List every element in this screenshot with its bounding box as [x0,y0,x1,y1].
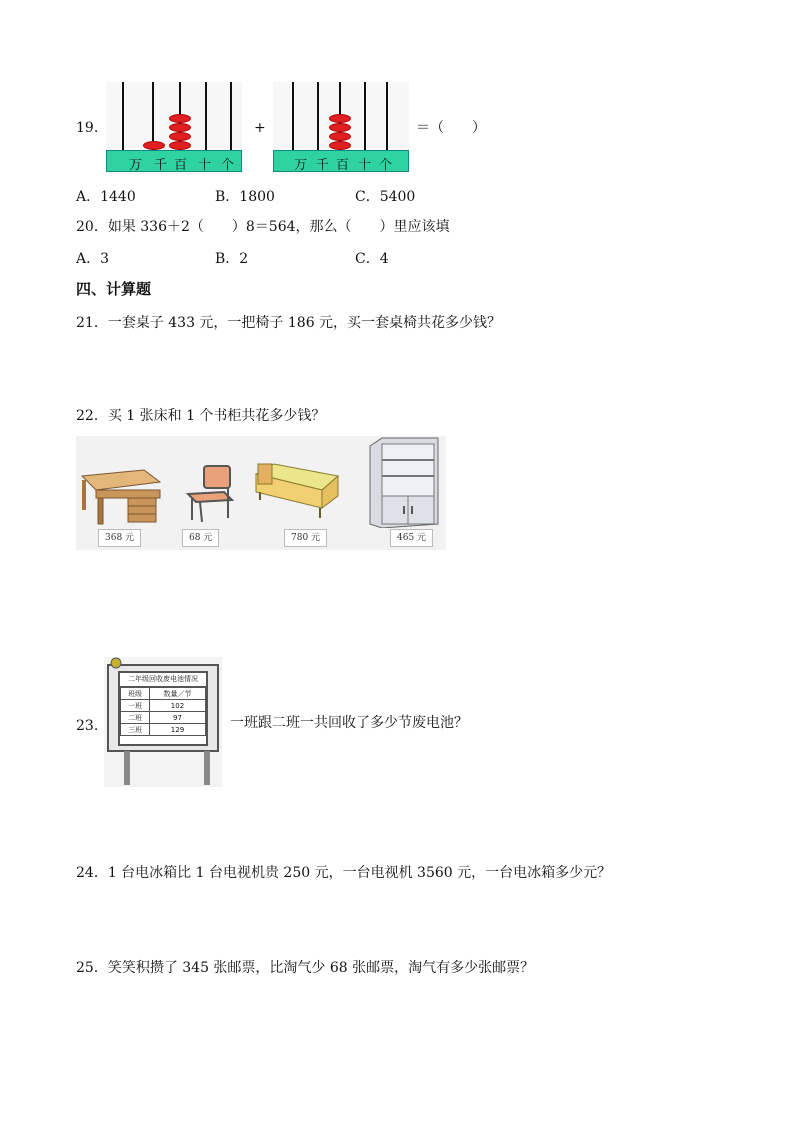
furniture-picture [76,436,446,550]
abacus-bead [143,141,165,150]
place-label: 千 [154,158,168,173]
place-label: 十 [198,158,212,173]
abacus-bead [329,141,351,150]
abacus-rod [152,82,154,150]
battery-table-title: 二年级回收废电池情况 [120,673,206,687]
q20-option-c: C．4 [355,251,389,267]
table-cell: 129 [149,724,205,736]
place-label: 十 [358,158,372,173]
table-cell: 二班 [121,712,150,724]
table-header: 班级 [121,688,150,700]
abacus-rod [292,82,294,150]
abacus-base [106,150,242,172]
question-21: 21．一套桌子 433 元，一把椅子 186 元，买一套桌椅共花多少钱？ [76,315,502,331]
bookcase-icon [368,436,444,528]
price-tag: 68 元 [182,529,219,547]
price-tag: 780 元 [284,529,327,547]
desk-icon [78,456,162,526]
table-cell: 三班 [121,724,150,736]
table-cell: 一班 [121,700,150,712]
abacus-bead [329,114,351,123]
abacus-bead [169,114,191,123]
place-label: 千 [316,158,330,173]
chair-icon [180,464,240,524]
abacus-base [273,150,409,172]
q20-option-a: A．3 [76,251,110,267]
table-row [121,724,206,736]
abacus-right [273,82,411,174]
question-number-23: 23. [76,718,99,734]
table-header: 数量／节 [149,688,205,700]
abacus-rod [364,82,366,150]
table-row [121,712,206,724]
q19-option-a: A．1440 [76,189,136,205]
abacus-bead [169,141,191,150]
abacus-rod [317,82,319,150]
plus-sign: + [254,120,266,136]
battery-table [118,671,208,746]
place-label: 百 [174,158,188,173]
abacus-rod [205,82,207,150]
question-22: 22．买 1 张床和 1 个书柜共花多少钱？ [76,408,326,424]
q19-option-c: C．5400 [355,189,416,205]
bed-icon [252,460,346,526]
abacus-rod [386,82,388,150]
place-label: 个 [379,158,393,173]
abacus-rod [122,82,124,150]
place-label: 万 [129,158,143,173]
question-25: 25．笑笑积攒了 345 张邮票，比淘气少 68 张邮票，淘气有多少张邮票？ [76,960,535,976]
price-tag: 465 元 [390,529,433,547]
question-number-19: 19. [76,120,99,136]
battery-notice-board [104,657,222,787]
place-label: 个 [221,158,235,173]
q20-option-b: B．2 [215,251,249,267]
table-row [121,700,206,712]
abacus-bead [329,123,351,132]
battery-data-table [120,687,206,736]
table-row [121,688,206,700]
question-23-text: 一班跟二班一共回收了多少节废电池？ [230,715,468,731]
place-label: 百 [336,158,350,173]
abacus-bead [169,123,191,132]
question-20: 20．如果 336＋2（ ）8＝564，那么（ ）里应该填 [76,219,450,235]
table-cell: 102 [149,700,205,712]
abacus-bead [329,132,351,141]
question-24: 24．1 台电冰箱比 1 台电视机贵 250 元，一台电视机 3560 元，一台电冰箱多少元？ [76,865,612,881]
abacus-rod [230,82,232,150]
price-tag: 368 元 [98,529,141,547]
q19-option-b: B．1800 [215,189,275,205]
section-title: 四、计算题 [76,280,152,298]
place-label: 万 [294,158,308,173]
table-cell: 97 [149,712,205,724]
equals-blank: ＝（ ） [416,120,486,136]
abacus-bead [169,132,191,141]
abacus-left [106,82,244,174]
